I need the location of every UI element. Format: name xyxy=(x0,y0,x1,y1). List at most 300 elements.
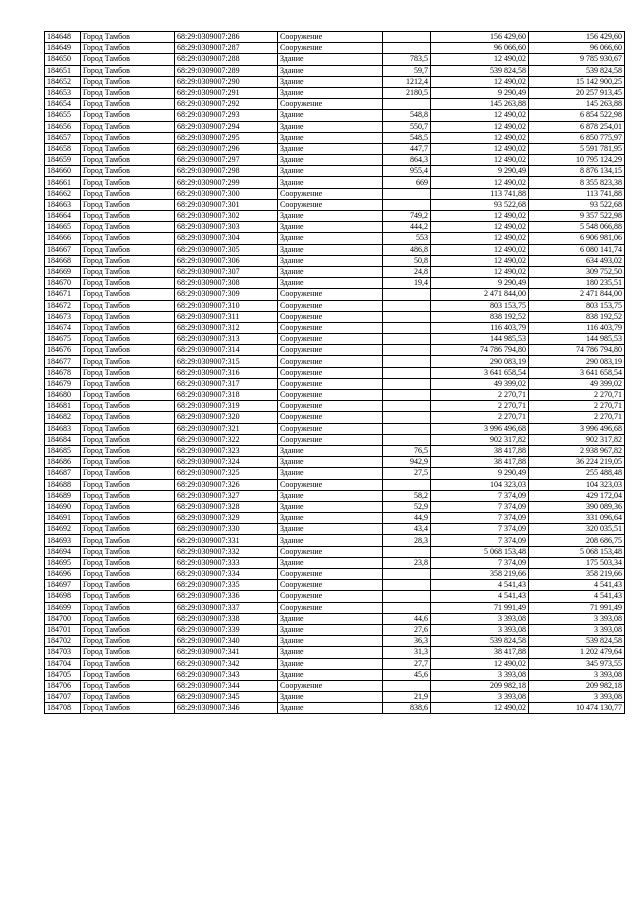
area-cell xyxy=(383,322,431,333)
object-type-cell: Сооружение xyxy=(278,412,383,423)
cadastral-value-cell: 358 219,66 xyxy=(529,569,625,580)
area-cell xyxy=(383,289,431,300)
table-row xyxy=(45,412,625,423)
cadastral-number-cell: 68:29:0309007:338 xyxy=(175,613,278,624)
area-cell: 58,2 xyxy=(383,490,431,501)
cadastral-number-cell: 68:29:0309007:286 xyxy=(175,32,278,43)
cadastral-number-cell: 68:29:0309007:331 xyxy=(175,535,278,546)
cadastral-number-cell: 68:29:0309007:346 xyxy=(175,703,278,714)
cadastral-value-cell: 2 938 967,82 xyxy=(529,445,625,456)
record-id-cell: 184692 xyxy=(45,524,81,535)
cadastral-value-cell: 3 996 496,68 xyxy=(529,423,625,434)
object-type-cell: Здание xyxy=(278,636,383,647)
object-type-cell: Здание xyxy=(278,490,383,501)
area-cell: 2180,5 xyxy=(383,87,431,98)
record-id-cell: 184682 xyxy=(45,412,81,423)
table-row xyxy=(45,367,625,378)
area-cell: 942,9 xyxy=(383,457,431,468)
locality-cell: Город Тамбов xyxy=(81,334,175,345)
unit-cost-cell: 74 786 794,80 xyxy=(431,345,529,356)
locality-cell: Город Тамбов xyxy=(81,76,175,87)
table-row xyxy=(45,669,625,680)
record-id-cell: 184686 xyxy=(45,457,81,468)
cadastral-value-cell: 175 503,34 xyxy=(529,557,625,568)
unit-cost-cell: 96 066,60 xyxy=(431,43,529,54)
locality-cell: Город Тамбов xyxy=(81,647,175,658)
locality-cell: Город Тамбов xyxy=(81,501,175,512)
cadastral-number-cell: 68:29:0309007:292 xyxy=(175,99,278,110)
area-cell: 44,9 xyxy=(383,513,431,524)
unit-cost-cell: 3 393,08 xyxy=(431,613,529,624)
cadastral-number-cell: 68:29:0309007:294 xyxy=(175,121,278,132)
locality-cell: Город Тамбов xyxy=(81,177,175,188)
record-id-cell: 184653 xyxy=(45,87,81,98)
record-id-cell: 184681 xyxy=(45,401,81,412)
cadastral-number-cell: 68:29:0309007:306 xyxy=(175,255,278,266)
area-cell xyxy=(383,680,431,691)
area-cell xyxy=(383,99,431,110)
cadastral-value-cell: 113 741,88 xyxy=(529,188,625,199)
table-row xyxy=(45,356,625,367)
unit-cost-cell: 7 374,09 xyxy=(431,557,529,568)
object-type-cell: Здание xyxy=(278,501,383,512)
area-cell xyxy=(383,300,431,311)
cadastral-value-cell: 539 824,58 xyxy=(529,636,625,647)
area-cell: 50,8 xyxy=(383,255,431,266)
unit-cost-cell: 116 403,79 xyxy=(431,322,529,333)
record-id-cell: 184659 xyxy=(45,155,81,166)
area-cell: 21,9 xyxy=(383,692,431,703)
cadastral-value-cell: 116 403,79 xyxy=(529,322,625,333)
locality-cell: Город Тамбов xyxy=(81,266,175,277)
record-id-cell: 184661 xyxy=(45,177,81,188)
area-cell xyxy=(383,199,431,210)
area-cell xyxy=(383,434,431,445)
cadastral-number-cell: 68:29:0309007:341 xyxy=(175,647,278,658)
cadastral-number-cell: 68:29:0309007:289 xyxy=(175,65,278,76)
table-row xyxy=(45,211,625,222)
locality-cell: Город Тамбов xyxy=(81,322,175,333)
locality-cell: Город Тамбов xyxy=(81,680,175,691)
record-id-cell: 184701 xyxy=(45,624,81,635)
cadastral-number-cell: 68:29:0309007:312 xyxy=(175,322,278,333)
unit-cost-cell: 71 991,49 xyxy=(431,602,529,613)
table-row xyxy=(45,155,625,166)
cadastral-number-cell: 68:29:0309007:334 xyxy=(175,569,278,580)
record-id-cell: 184680 xyxy=(45,390,81,401)
unit-cost-cell: 358 219,66 xyxy=(431,569,529,580)
area-cell: 783,5 xyxy=(383,54,431,65)
unit-cost-cell: 12 490,02 xyxy=(431,222,529,233)
unit-cost-cell: 49 399,02 xyxy=(431,378,529,389)
object-type-cell: Здание xyxy=(278,87,383,98)
object-type-cell: Сооружение xyxy=(278,434,383,445)
table-row xyxy=(45,658,625,669)
cadastral-value-cell: 539 824,58 xyxy=(529,65,625,76)
table-row xyxy=(45,445,625,456)
record-id-cell: 184663 xyxy=(45,199,81,210)
area-cell xyxy=(383,367,431,378)
locality-cell: Город Тамбов xyxy=(81,479,175,490)
area-cell: 1212,4 xyxy=(383,76,431,87)
cadastral-value-cell: 71 991,49 xyxy=(529,602,625,613)
object-type-cell: Сооружение xyxy=(278,188,383,199)
table-row xyxy=(45,121,625,132)
unit-cost-cell: 902 317,82 xyxy=(431,434,529,445)
record-id-cell: 184698 xyxy=(45,591,81,602)
area-cell: 548,8 xyxy=(383,110,431,121)
cadastral-value-cell: 74 786 794,80 xyxy=(529,345,625,356)
table-row xyxy=(45,222,625,233)
record-id-cell: 184704 xyxy=(45,658,81,669)
cadastral-value-cell: 1 202 479,64 xyxy=(529,647,625,658)
area-cell: 59,7 xyxy=(383,65,431,76)
cadastral-value-cell: 2 270,71 xyxy=(529,401,625,412)
cadastral-value-cell: 104 323,03 xyxy=(529,479,625,490)
record-id-cell: 184665 xyxy=(45,222,81,233)
object-type-cell: Здание xyxy=(278,54,383,65)
unit-cost-cell: 539 824,58 xyxy=(431,65,529,76)
unit-cost-cell: 9 290,49 xyxy=(431,166,529,177)
object-type-cell: Здание xyxy=(278,177,383,188)
table-row xyxy=(45,311,625,322)
area-cell: 553 xyxy=(383,233,431,244)
cadastral-value-cell: 390 089,36 xyxy=(529,501,625,512)
area-cell: 52,9 xyxy=(383,501,431,512)
unit-cost-cell: 7 374,09 xyxy=(431,490,529,501)
table-row xyxy=(45,680,625,691)
cadastral-value-cell: 208 686,75 xyxy=(529,535,625,546)
table-row xyxy=(45,266,625,277)
table-row xyxy=(45,513,625,524)
object-type-cell: Здание xyxy=(278,266,383,277)
cadastral-value-cell: 320 035,51 xyxy=(529,524,625,535)
record-id-cell: 184691 xyxy=(45,513,81,524)
cadastral-number-cell: 68:29:0309007:340 xyxy=(175,636,278,647)
cadastral-number-cell: 68:29:0309007:298 xyxy=(175,166,278,177)
area-cell xyxy=(383,591,431,602)
area-cell: 43,4 xyxy=(383,524,431,535)
cadastral-value-cell: 20 257 913,45 xyxy=(529,87,625,98)
unit-cost-cell: 12 490,02 xyxy=(431,211,529,222)
cadastral-value-cell: 6 906 981,06 xyxy=(529,233,625,244)
cadastral-number-cell: 68:29:0309007:291 xyxy=(175,87,278,98)
object-type-cell: Здание xyxy=(278,535,383,546)
record-id-cell: 184675 xyxy=(45,334,81,345)
table-row xyxy=(45,591,625,602)
record-id-cell: 184660 xyxy=(45,166,81,177)
area-cell: 447,7 xyxy=(383,143,431,154)
locality-cell: Город Тамбов xyxy=(81,580,175,591)
cadastral-value-cell: 15 142 900,25 xyxy=(529,76,625,87)
locality-cell: Город Тамбов xyxy=(81,535,175,546)
locality-cell: Город Тамбов xyxy=(81,345,175,356)
object-type-cell: Здание xyxy=(278,524,383,535)
locality-cell: Город Тамбов xyxy=(81,445,175,456)
locality-cell: Город Тамбов xyxy=(81,669,175,680)
table-row xyxy=(45,143,625,154)
cadastral-value-cell: 3 393,08 xyxy=(529,624,625,635)
record-id-cell: 184655 xyxy=(45,110,81,121)
table-row xyxy=(45,479,625,490)
record-id-cell: 184690 xyxy=(45,501,81,512)
unit-cost-cell: 3 641 658,54 xyxy=(431,367,529,378)
cadastral-value-cell: 209 982,18 xyxy=(529,680,625,691)
object-type-cell: Здание xyxy=(278,513,383,524)
area-cell xyxy=(383,546,431,557)
unit-cost-cell: 2 471 844,00 xyxy=(431,289,529,300)
table-row xyxy=(45,580,625,591)
locality-cell: Город Тамбов xyxy=(81,513,175,524)
record-id-cell: 184674 xyxy=(45,322,81,333)
locality-cell: Город Тамбов xyxy=(81,457,175,468)
table-row xyxy=(45,501,625,512)
area-cell: 44,6 xyxy=(383,613,431,624)
cadastral-number-cell: 68:29:0309007:311 xyxy=(175,311,278,322)
cadastral-number-cell: 68:29:0309007:317 xyxy=(175,378,278,389)
cadastral-number-cell: 68:29:0309007:344 xyxy=(175,680,278,691)
locality-cell: Город Тамбов xyxy=(81,311,175,322)
record-id-cell: 184687 xyxy=(45,468,81,479)
object-type-cell: Здание xyxy=(278,703,383,714)
locality-cell: Город Тамбов xyxy=(81,546,175,557)
unit-cost-cell: 113 741,88 xyxy=(431,188,529,199)
table-row xyxy=(45,390,625,401)
area-cell: 486,8 xyxy=(383,244,431,255)
cadastral-number-cell: 68:29:0309007:299 xyxy=(175,177,278,188)
unit-cost-cell: 12 490,02 xyxy=(431,143,529,154)
area-cell: 749,2 xyxy=(383,211,431,222)
cadastral-number-cell: 68:29:0309007:310 xyxy=(175,300,278,311)
table-row xyxy=(45,636,625,647)
record-id-cell: 184702 xyxy=(45,636,81,647)
record-id-cell: 184694 xyxy=(45,546,81,557)
object-type-cell: Здание xyxy=(278,155,383,166)
cadastral-number-cell: 68:29:0309007:290 xyxy=(175,76,278,87)
object-type-cell: Сооружение xyxy=(278,43,383,54)
area-cell: 28,3 xyxy=(383,535,431,546)
locality-cell: Город Тамбов xyxy=(81,65,175,76)
record-id-cell: 184654 xyxy=(45,99,81,110)
locality-cell: Город Тамбов xyxy=(81,624,175,635)
table-row xyxy=(45,65,625,76)
cadastral-number-cell: 68:29:0309007:330 xyxy=(175,524,278,535)
record-id-cell: 184658 xyxy=(45,143,81,154)
object-type-cell: Здание xyxy=(278,233,383,244)
record-id-cell: 184669 xyxy=(45,266,81,277)
locality-cell: Город Тамбов xyxy=(81,289,175,300)
record-id-cell: 184684 xyxy=(45,434,81,445)
locality-cell: Город Тамбов xyxy=(81,591,175,602)
table-row xyxy=(45,423,625,434)
object-type-cell: Сооружение xyxy=(278,199,383,210)
object-type-cell: Сооружение xyxy=(278,300,383,311)
table-row xyxy=(45,233,625,244)
record-id-cell: 184650 xyxy=(45,54,81,65)
object-type-cell: Сооружение xyxy=(278,322,383,333)
locality-cell: Город Тамбов xyxy=(81,121,175,132)
unit-cost-cell: 12 490,02 xyxy=(431,658,529,669)
record-id-cell: 184707 xyxy=(45,692,81,703)
cadastral-value-cell: 2 270,71 xyxy=(529,412,625,423)
locality-cell: Город Тамбов xyxy=(81,110,175,121)
table-row xyxy=(45,43,625,54)
cadastral-number-cell: 68:29:0309007:322 xyxy=(175,434,278,445)
table-row xyxy=(45,54,625,65)
object-type-cell: Здание xyxy=(278,557,383,568)
area-cell xyxy=(383,423,431,434)
table-row xyxy=(45,602,625,613)
object-type-cell: Здание xyxy=(278,244,383,255)
unit-cost-cell: 3 393,08 xyxy=(431,692,529,703)
object-type-cell: Здание xyxy=(278,669,383,680)
area-cell xyxy=(383,345,431,356)
area-cell: 27,7 xyxy=(383,658,431,669)
unit-cost-cell: 2 270,71 xyxy=(431,412,529,423)
record-id-cell: 184688 xyxy=(45,479,81,490)
cadastral-value-cell: 49 399,02 xyxy=(529,378,625,389)
table-row xyxy=(45,199,625,210)
locality-cell: Город Тамбов xyxy=(81,602,175,613)
cadastral-value-cell: 5 548 066,88 xyxy=(529,222,625,233)
table-row xyxy=(45,110,625,121)
cadastral-number-cell: 68:29:0309007:337 xyxy=(175,602,278,613)
object-type-cell: Сооружение xyxy=(278,479,383,490)
cadastral-number-cell: 68:29:0309007:313 xyxy=(175,334,278,345)
unit-cost-cell: 12 490,02 xyxy=(431,233,529,244)
area-cell xyxy=(383,479,431,490)
table-row xyxy=(45,345,625,356)
record-id-cell: 184695 xyxy=(45,557,81,568)
unit-cost-cell: 7 374,09 xyxy=(431,524,529,535)
record-id-cell: 184706 xyxy=(45,680,81,691)
cadastral-number-cell: 68:29:0309007:342 xyxy=(175,658,278,669)
record-id-cell: 184667 xyxy=(45,244,81,255)
area-cell xyxy=(383,602,431,613)
table-row xyxy=(45,624,625,635)
area-cell: 669 xyxy=(383,177,431,188)
locality-cell: Город Тамбов xyxy=(81,188,175,199)
locality-cell: Город Тамбов xyxy=(81,233,175,244)
object-type-cell: Здание xyxy=(278,457,383,468)
locality-cell: Город Тамбов xyxy=(81,490,175,501)
unit-cost-cell: 12 490,02 xyxy=(431,110,529,121)
cadastral-value-cell: 5 068 153,48 xyxy=(529,546,625,557)
locality-cell: Город Тамбов xyxy=(81,143,175,154)
table-row xyxy=(45,300,625,311)
cadastral-value-cell: 8 876 134,15 xyxy=(529,166,625,177)
record-id-cell: 184705 xyxy=(45,669,81,680)
cadastral-number-cell: 68:29:0309007:288 xyxy=(175,54,278,65)
unit-cost-cell: 156 429,60 xyxy=(431,32,529,43)
unit-cost-cell: 539 824,58 xyxy=(431,636,529,647)
cadastral-number-cell: 68:29:0309007:301 xyxy=(175,199,278,210)
object-type-cell: Сооружение xyxy=(278,334,383,345)
area-cell xyxy=(383,569,431,580)
area-cell xyxy=(383,32,431,43)
table-row xyxy=(45,535,625,546)
cadastral-value-cell: 36 224 219,05 xyxy=(529,457,625,468)
unit-cost-cell: 290 083,19 xyxy=(431,356,529,367)
table-row xyxy=(45,177,625,188)
cadastral-number-cell: 68:29:0309007:335 xyxy=(175,580,278,591)
area-cell: 27,6 xyxy=(383,624,431,635)
object-type-cell: Здание xyxy=(278,278,383,289)
cadastral-value-cell: 331 096,64 xyxy=(529,513,625,524)
cadastral-value-cell: 8 355 823,38 xyxy=(529,177,625,188)
locality-cell: Город Тамбов xyxy=(81,434,175,445)
unit-cost-cell: 7 374,09 xyxy=(431,501,529,512)
cadastral-number-cell: 68:29:0309007:309 xyxy=(175,289,278,300)
record-id-cell: 184652 xyxy=(45,76,81,87)
cadastral-number-cell: 68:29:0309007:287 xyxy=(175,43,278,54)
locality-cell: Город Тамбов xyxy=(81,378,175,389)
table-row xyxy=(45,87,625,98)
object-type-cell: Сооружение xyxy=(278,345,383,356)
locality-cell: Город Тамбов xyxy=(81,356,175,367)
object-type-cell: Здание xyxy=(278,211,383,222)
record-id-cell: 184685 xyxy=(45,445,81,456)
area-cell: 548,5 xyxy=(383,132,431,143)
object-type-cell: Сооружение xyxy=(278,602,383,613)
object-type-cell: Здание xyxy=(278,110,383,121)
locality-cell: Город Тамбов xyxy=(81,43,175,54)
locality-cell: Город Тамбов xyxy=(81,54,175,65)
table-row xyxy=(45,546,625,557)
cadastral-value-cell: 96 066,60 xyxy=(529,43,625,54)
table-row xyxy=(45,278,625,289)
cadastral-value-cell: 9 785 930,67 xyxy=(529,54,625,65)
locality-cell: Город Тамбов xyxy=(81,401,175,412)
cadastral-value-cell: 345 973,55 xyxy=(529,658,625,669)
area-cell xyxy=(383,334,431,345)
record-id-cell: 184672 xyxy=(45,300,81,311)
unit-cost-cell: 3 996 496,68 xyxy=(431,423,529,434)
record-id-cell: 184662 xyxy=(45,188,81,199)
locality-cell: Город Тамбов xyxy=(81,166,175,177)
cadastral-number-cell: 68:29:0309007:332 xyxy=(175,546,278,557)
object-type-cell: Здание xyxy=(278,255,383,266)
table-body xyxy=(45,32,625,714)
object-type-cell: Здание xyxy=(278,692,383,703)
cadastral-value-cell: 429 172,04 xyxy=(529,490,625,501)
table-row xyxy=(45,468,625,479)
cadastral-number-cell: 68:29:0309007:320 xyxy=(175,412,278,423)
record-id-cell: 184677 xyxy=(45,356,81,367)
object-type-cell: Сооружение xyxy=(278,367,383,378)
table-row xyxy=(45,703,625,714)
record-id-cell: 184668 xyxy=(45,255,81,266)
cadastral-value-cell: 3 393,08 xyxy=(529,692,625,703)
area-cell: 19,4 xyxy=(383,278,431,289)
record-id-cell: 184670 xyxy=(45,278,81,289)
table-row xyxy=(45,613,625,624)
object-type-cell: Здание xyxy=(278,647,383,658)
locality-cell: Город Тамбов xyxy=(81,32,175,43)
object-type-cell: Здание xyxy=(278,613,383,624)
locality-cell: Город Тамбов xyxy=(81,199,175,210)
locality-cell: Город Тамбов xyxy=(81,423,175,434)
cadastral-number-cell: 68:29:0309007:302 xyxy=(175,211,278,222)
record-id-cell: 184699 xyxy=(45,602,81,613)
locality-cell: Город Тамбов xyxy=(81,155,175,166)
cadastral-value-cell: 3 641 658,54 xyxy=(529,367,625,378)
cadastral-value-cell: 290 083,19 xyxy=(529,356,625,367)
cadastral-number-cell: 68:29:0309007:293 xyxy=(175,110,278,121)
table-row xyxy=(45,76,625,87)
cadastral-value-cell: 3 393,08 xyxy=(529,669,625,680)
table-row xyxy=(45,692,625,703)
